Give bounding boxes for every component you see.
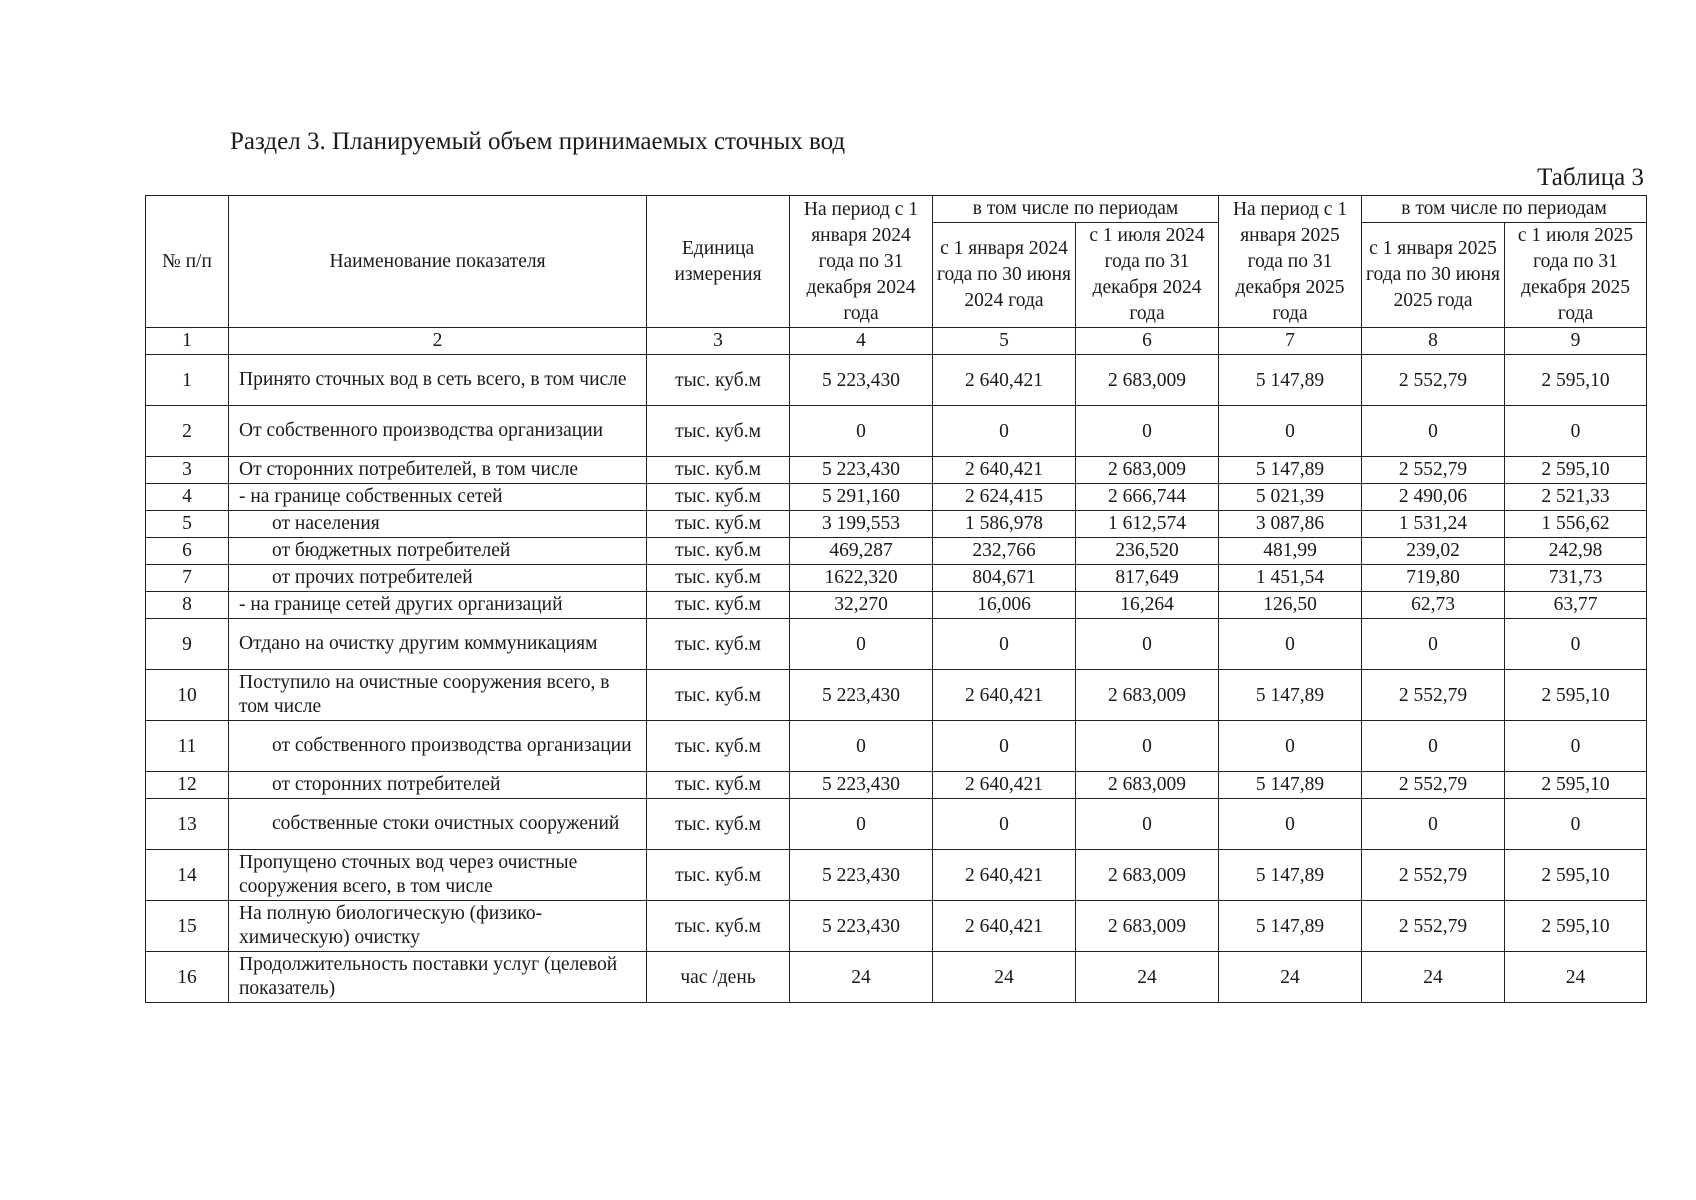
unit-cell: тыс. куб.м (647, 619, 790, 670)
column-number: 2 (229, 328, 647, 355)
value-cell: 0 (790, 799, 933, 850)
value-cell: 5 147,89 (1219, 772, 1362, 799)
row-number-cell: 6 (146, 538, 229, 565)
table-row (146, 619, 1647, 670)
value-cell: 0 (790, 721, 933, 772)
value-cell: 731,73 (1505, 565, 1647, 592)
value-cell: 0 (1362, 406, 1505, 457)
value-cell: 2 521,33 (1505, 484, 1647, 511)
table-label: Таблица 3 (1537, 164, 1644, 191)
value-cell: 2 552,79 (1362, 457, 1505, 484)
header-h1-2025: с 1 января 2025 года по 30 июня 2025 года (1362, 223, 1505, 328)
value-cell: 5 223,430 (790, 901, 933, 952)
indicator-name-cell: от собственного производства организации (229, 721, 647, 772)
column-number: 4 (790, 328, 933, 355)
table-row (146, 406, 1647, 457)
row-number-cell: 15 (146, 901, 229, 952)
value-cell: 63,77 (1505, 592, 1647, 619)
value-cell: 804,671 (933, 565, 1076, 592)
value-cell: 2 640,421 (933, 457, 1076, 484)
row-number-cell: 4 (146, 484, 229, 511)
value-cell: 3 199,553 (790, 511, 933, 538)
indicator-name-cell: от бюджетных потребителей (229, 538, 647, 565)
value-cell: 2 552,79 (1362, 355, 1505, 406)
value-cell: 719,80 (1362, 565, 1505, 592)
value-cell: 2 552,79 (1362, 772, 1505, 799)
value-cell: 0 (933, 619, 1076, 670)
unit-cell: тыс. куб.м (647, 850, 790, 901)
section-title: Раздел 3. Планируемый объем принимаемых сточных вод (230, 128, 846, 155)
wastewater-volume-table (145, 195, 1647, 1003)
value-cell: 5 147,89 (1219, 901, 1362, 952)
row-number-cell: 12 (146, 772, 229, 799)
unit-cell: тыс. куб.м (647, 355, 790, 406)
column-number: 8 (1362, 328, 1505, 355)
value-cell: 0 (1076, 619, 1219, 670)
table-header (146, 196, 1647, 355)
value-cell: 24 (1219, 952, 1362, 1003)
value-cell: 1 586,978 (933, 511, 1076, 538)
header-number: № п/п (146, 196, 229, 328)
unit-cell: час /день (647, 952, 790, 1003)
unit-cell: тыс. куб.м (647, 592, 790, 619)
value-cell: 0 (1219, 619, 1362, 670)
column-number: 6 (1076, 328, 1219, 355)
value-cell: 2 640,421 (933, 355, 1076, 406)
column-number: 3 (647, 328, 790, 355)
column-number: 1 (146, 328, 229, 355)
unit-cell: тыс. куб.м (647, 901, 790, 952)
value-cell: 0 (1362, 799, 1505, 850)
value-cell: 0 (1505, 721, 1647, 772)
table-row (146, 511, 1647, 538)
unit-cell: тыс. куб.м (647, 565, 790, 592)
value-cell: 0 (790, 406, 933, 457)
value-cell: 2 595,10 (1505, 772, 1647, 799)
indicator-name-cell: от населения (229, 511, 647, 538)
row-number-cell: 2 (146, 406, 229, 457)
value-cell: 24 (1505, 952, 1647, 1003)
value-cell: 0 (1505, 799, 1647, 850)
value-cell: 16,264 (1076, 592, 1219, 619)
row-number-cell: 3 (146, 457, 229, 484)
header-subperiods-2025: в том числе по периодам (1362, 196, 1647, 223)
indicator-name-cell: Принято сточных вод в сеть всего, в том числе (229, 355, 647, 406)
value-cell: 16,006 (933, 592, 1076, 619)
value-cell: 0 (1076, 406, 1219, 457)
value-cell: 5 147,89 (1219, 457, 1362, 484)
header-unit: Единица измерения (647, 196, 790, 328)
header-subperiods-2024: в том числе по периодам (933, 196, 1219, 223)
unit-cell: тыс. куб.м (647, 670, 790, 721)
value-cell: 24 (790, 952, 933, 1003)
indicator-name-cell: Поступило на очистные сооружения всего, в том числе (229, 670, 647, 721)
indicator-name-cell: - на границе собственных сетей (229, 484, 647, 511)
header-period-2024: На период с 1 января 2024 года по 31 декабря 2024 года (790, 196, 933, 328)
value-cell: 2 490,06 (1362, 484, 1505, 511)
value-cell: 3 087,86 (1219, 511, 1362, 538)
value-cell: 32,270 (790, 592, 933, 619)
indicator-name-cell: Продолжительность поставки услуг (целевой показатель) (229, 952, 647, 1003)
value-cell: 242,98 (1505, 538, 1647, 565)
unit-cell: тыс. куб.м (647, 721, 790, 772)
row-number-cell: 7 (146, 565, 229, 592)
column-number-row (146, 328, 1647, 355)
value-cell: 0 (1505, 619, 1647, 670)
value-cell: 817,649 (1076, 565, 1219, 592)
value-cell: 24 (1362, 952, 1505, 1003)
value-cell: 2 666,744 (1076, 484, 1219, 511)
value-cell: 239,02 (1362, 538, 1505, 565)
indicator-name-cell: Отдано на очистку другим коммуникациям (229, 619, 647, 670)
indicator-name-cell: от сторонних потребителей (229, 772, 647, 799)
value-cell: 5 223,430 (790, 355, 933, 406)
value-cell: 2 683,009 (1076, 670, 1219, 721)
indicator-name-cell: - на границе сетей других организаций (229, 592, 647, 619)
value-cell: 2 595,10 (1505, 901, 1647, 952)
row-number-cell: 14 (146, 850, 229, 901)
header-h2-2025: с 1 июля 2025 года по 31 декабря 2025 года (1505, 223, 1647, 328)
unit-cell: тыс. куб.м (647, 772, 790, 799)
value-cell: 2 683,009 (1076, 850, 1219, 901)
value-cell: 0 (1219, 406, 1362, 457)
table-row (146, 355, 1647, 406)
value-cell: 5 147,89 (1219, 670, 1362, 721)
table-row (146, 799, 1647, 850)
row-number-cell: 10 (146, 670, 229, 721)
unit-cell: тыс. куб.м (647, 406, 790, 457)
value-cell: 2 640,421 (933, 901, 1076, 952)
header-h1-2024: с 1 января 2024 года по 30 июня 2024 года (933, 223, 1076, 328)
value-cell: 2 552,79 (1362, 850, 1505, 901)
value-cell: 5 223,430 (790, 457, 933, 484)
value-cell: 0 (1076, 721, 1219, 772)
column-number: 9 (1505, 328, 1647, 355)
value-cell: 469,287 (790, 538, 933, 565)
value-cell: 2 683,009 (1076, 772, 1219, 799)
value-cell: 5 147,89 (1219, 850, 1362, 901)
row-number-cell: 16 (146, 952, 229, 1003)
unit-cell: тыс. куб.м (647, 457, 790, 484)
indicator-name-cell: от прочих потребителей (229, 565, 647, 592)
indicator-name-cell: От собственного производства организации (229, 406, 647, 457)
value-cell: 0 (933, 406, 1076, 457)
indicator-name-cell: Пропущено сточных вод через очистные сооружения всего, в том числе (229, 850, 647, 901)
column-number: 5 (933, 328, 1076, 355)
value-cell: 126,50 (1219, 592, 1362, 619)
value-cell: 2 595,10 (1505, 457, 1647, 484)
indicator-name-cell: собственные стоки очистных сооружений (229, 799, 647, 850)
value-cell: 2 624,415 (933, 484, 1076, 511)
value-cell: 2 595,10 (1505, 355, 1647, 406)
value-cell: 1 612,574 (1076, 511, 1219, 538)
value-cell: 232,766 (933, 538, 1076, 565)
value-cell: 5 223,430 (790, 670, 933, 721)
value-cell: 5 021,39 (1219, 484, 1362, 511)
table-row (146, 484, 1647, 511)
header-h2-2024: с 1 июля 2024 года по 31 декабря 2024 года (1076, 223, 1219, 328)
unit-cell: тыс. куб.м (647, 484, 790, 511)
table-row (146, 772, 1647, 799)
value-cell: 24 (1076, 952, 1219, 1003)
indicator-name-cell: На полную биологическую (физико-химическую) очистку (229, 901, 647, 952)
unit-cell: тыс. куб.м (647, 511, 790, 538)
value-cell: 2 595,10 (1505, 850, 1647, 901)
value-cell: 1 451,54 (1219, 565, 1362, 592)
value-cell: 2 683,009 (1076, 457, 1219, 484)
row-number-cell: 8 (146, 592, 229, 619)
value-cell: 5 147,89 (1219, 355, 1362, 406)
value-cell: 0 (1076, 799, 1219, 850)
value-cell: 1 556,62 (1505, 511, 1647, 538)
value-cell: 0 (1362, 619, 1505, 670)
row-number-cell: 1 (146, 355, 229, 406)
header-period-2025: На период с 1 января 2025 года по 31 декабря 2025 года (1219, 196, 1362, 328)
value-cell: 2 552,79 (1362, 670, 1505, 721)
indicator-name-cell: От сторонних потребителей, в том числе (229, 457, 647, 484)
value-cell: 62,73 (1362, 592, 1505, 619)
table-row (146, 592, 1647, 619)
value-cell: 5 291,160 (790, 484, 933, 511)
table-body (146, 355, 1647, 1003)
value-cell: 0 (1219, 721, 1362, 772)
table-row (146, 721, 1647, 772)
value-cell: 2 683,009 (1076, 901, 1219, 952)
table-row (146, 457, 1647, 484)
value-cell: 0 (1505, 406, 1647, 457)
table-row (146, 952, 1647, 1003)
value-cell: 0 (933, 721, 1076, 772)
value-cell: 1 531,24 (1362, 511, 1505, 538)
value-cell: 481,99 (1219, 538, 1362, 565)
value-cell: 5 223,430 (790, 772, 933, 799)
value-cell: 1622,320 (790, 565, 933, 592)
value-cell: 0 (1362, 721, 1505, 772)
value-cell: 2 640,421 (933, 850, 1076, 901)
unit-cell: тыс. куб.м (647, 538, 790, 565)
header-indicator-name: Наименование показателя (229, 196, 647, 328)
table-row (146, 850, 1647, 901)
row-number-cell: 5 (146, 511, 229, 538)
value-cell: 0 (933, 799, 1076, 850)
table-row (146, 670, 1647, 721)
table-row (146, 901, 1647, 952)
row-number-cell: 9 (146, 619, 229, 670)
value-cell: 24 (933, 952, 1076, 1003)
unit-cell: тыс. куб.м (647, 799, 790, 850)
value-cell: 5 223,430 (790, 850, 933, 901)
value-cell: 2 640,421 (933, 772, 1076, 799)
row-number-cell: 11 (146, 721, 229, 772)
value-cell: 2 552,79 (1362, 901, 1505, 952)
value-cell: 0 (790, 619, 933, 670)
value-cell: 236,520 (1076, 538, 1219, 565)
column-number: 7 (1219, 328, 1362, 355)
value-cell: 2 640,421 (933, 670, 1076, 721)
value-cell: 2 683,009 (1076, 355, 1219, 406)
table-row (146, 565, 1647, 592)
row-number-cell: 13 (146, 799, 229, 850)
value-cell: 2 595,10 (1505, 670, 1647, 721)
value-cell: 0 (1219, 799, 1362, 850)
table-row (146, 538, 1647, 565)
